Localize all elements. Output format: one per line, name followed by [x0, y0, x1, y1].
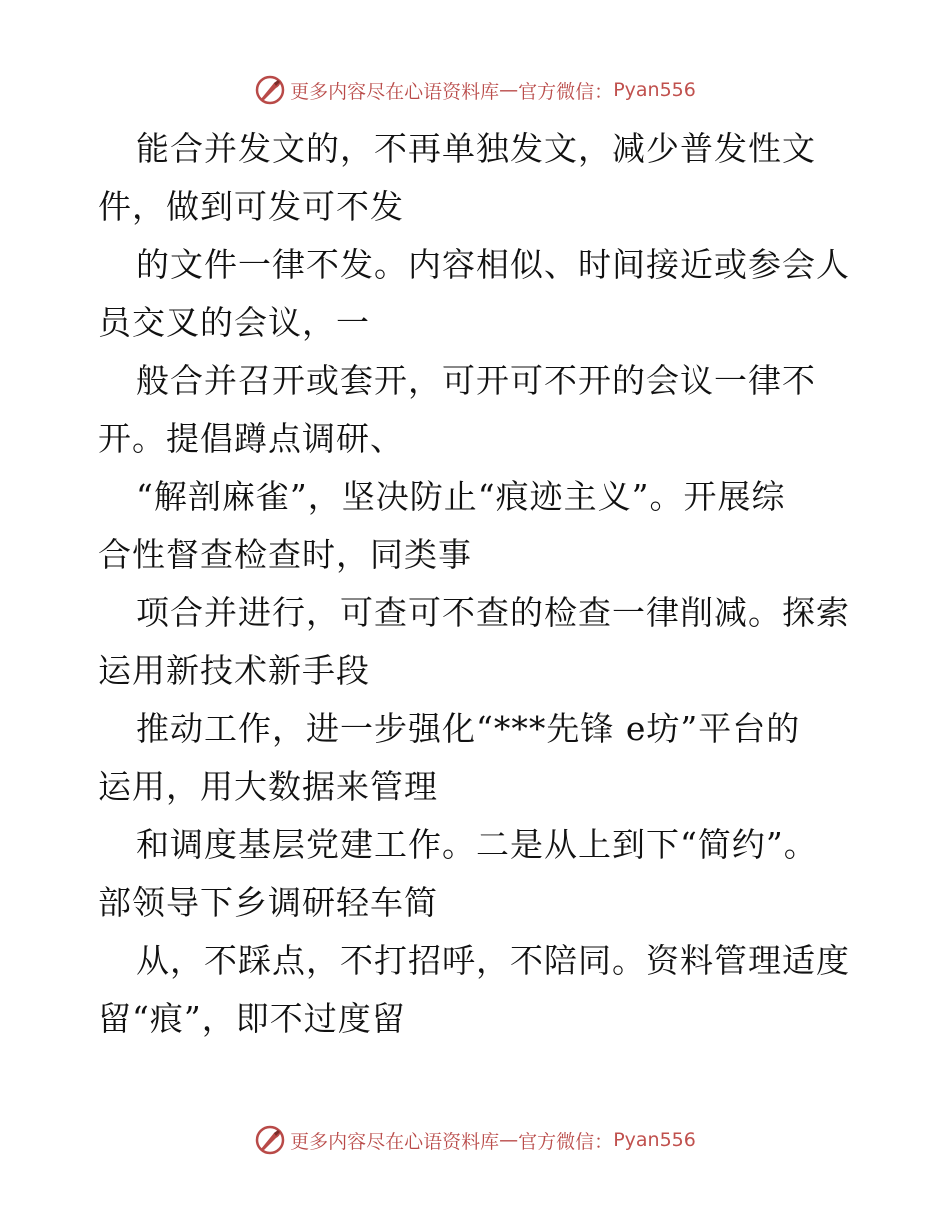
footer-wechat-id: Pyan556 [613, 1129, 696, 1151]
footer-site-text: 更多内容尽在心语资料库 [290, 1130, 500, 1153]
body-line: 般合并召开或套开，可开可不开的会议一律不 [136, 361, 816, 400]
header-banner [0, 70, 950, 110]
footer-wechat-label: 官方微信： [518, 1130, 614, 1153]
body-line: 的文件一律不发。内容相似、时间接近或参会人 [136, 245, 850, 284]
quill-logo-icon [254, 1124, 286, 1156]
footer-banner [0, 1120, 950, 1160]
body-line: 部领导下乡调研轻车简 [98, 883, 438, 922]
body-line: 件，做到可发可不发 [98, 187, 404, 226]
body-line: 留“痕”，即不过度留 [98, 999, 406, 1038]
body-line: 合性督查检查时，同类事 [98, 535, 472, 574]
footer-dash: — [499, 1129, 519, 1151]
body-line: 推动工作，进一步强化“***先锋 e坊”平台的 [136, 709, 801, 748]
body-line: 运用新技术新手段 [98, 651, 370, 690]
quill-logo-icon [254, 74, 286, 106]
body-line: 能合并发文的，不再单独发文，减少普发性文 [136, 129, 816, 168]
body-line: 项合并进行，可查可不查的检查一律削减。探索 [136, 593, 850, 632]
header-wechat-label: 官方微信： [518, 80, 614, 103]
header-dash: — [499, 79, 519, 101]
body-line: 和调度基层党建工作。二是从上到下“简约”。 [136, 825, 818, 864]
body-line: “解剖麻雀”，坚决防止“痕迹主义”。开展综 [136, 477, 786, 516]
header-wechat-id: Pyan556 [613, 79, 696, 101]
body-line: 开。提倡蹲点调研、 [98, 419, 404, 458]
body-line: 从，不踩点，不打招呼，不陪同。资料管理适度 [136, 941, 850, 980]
body-line: 运用，用大数据来管理 [98, 767, 438, 806]
body-line: 员交叉的会议，一 [98, 303, 370, 342]
header-site-text: 更多内容尽在心语资料库 [290, 80, 500, 103]
document-body [98, 120, 858, 1048]
